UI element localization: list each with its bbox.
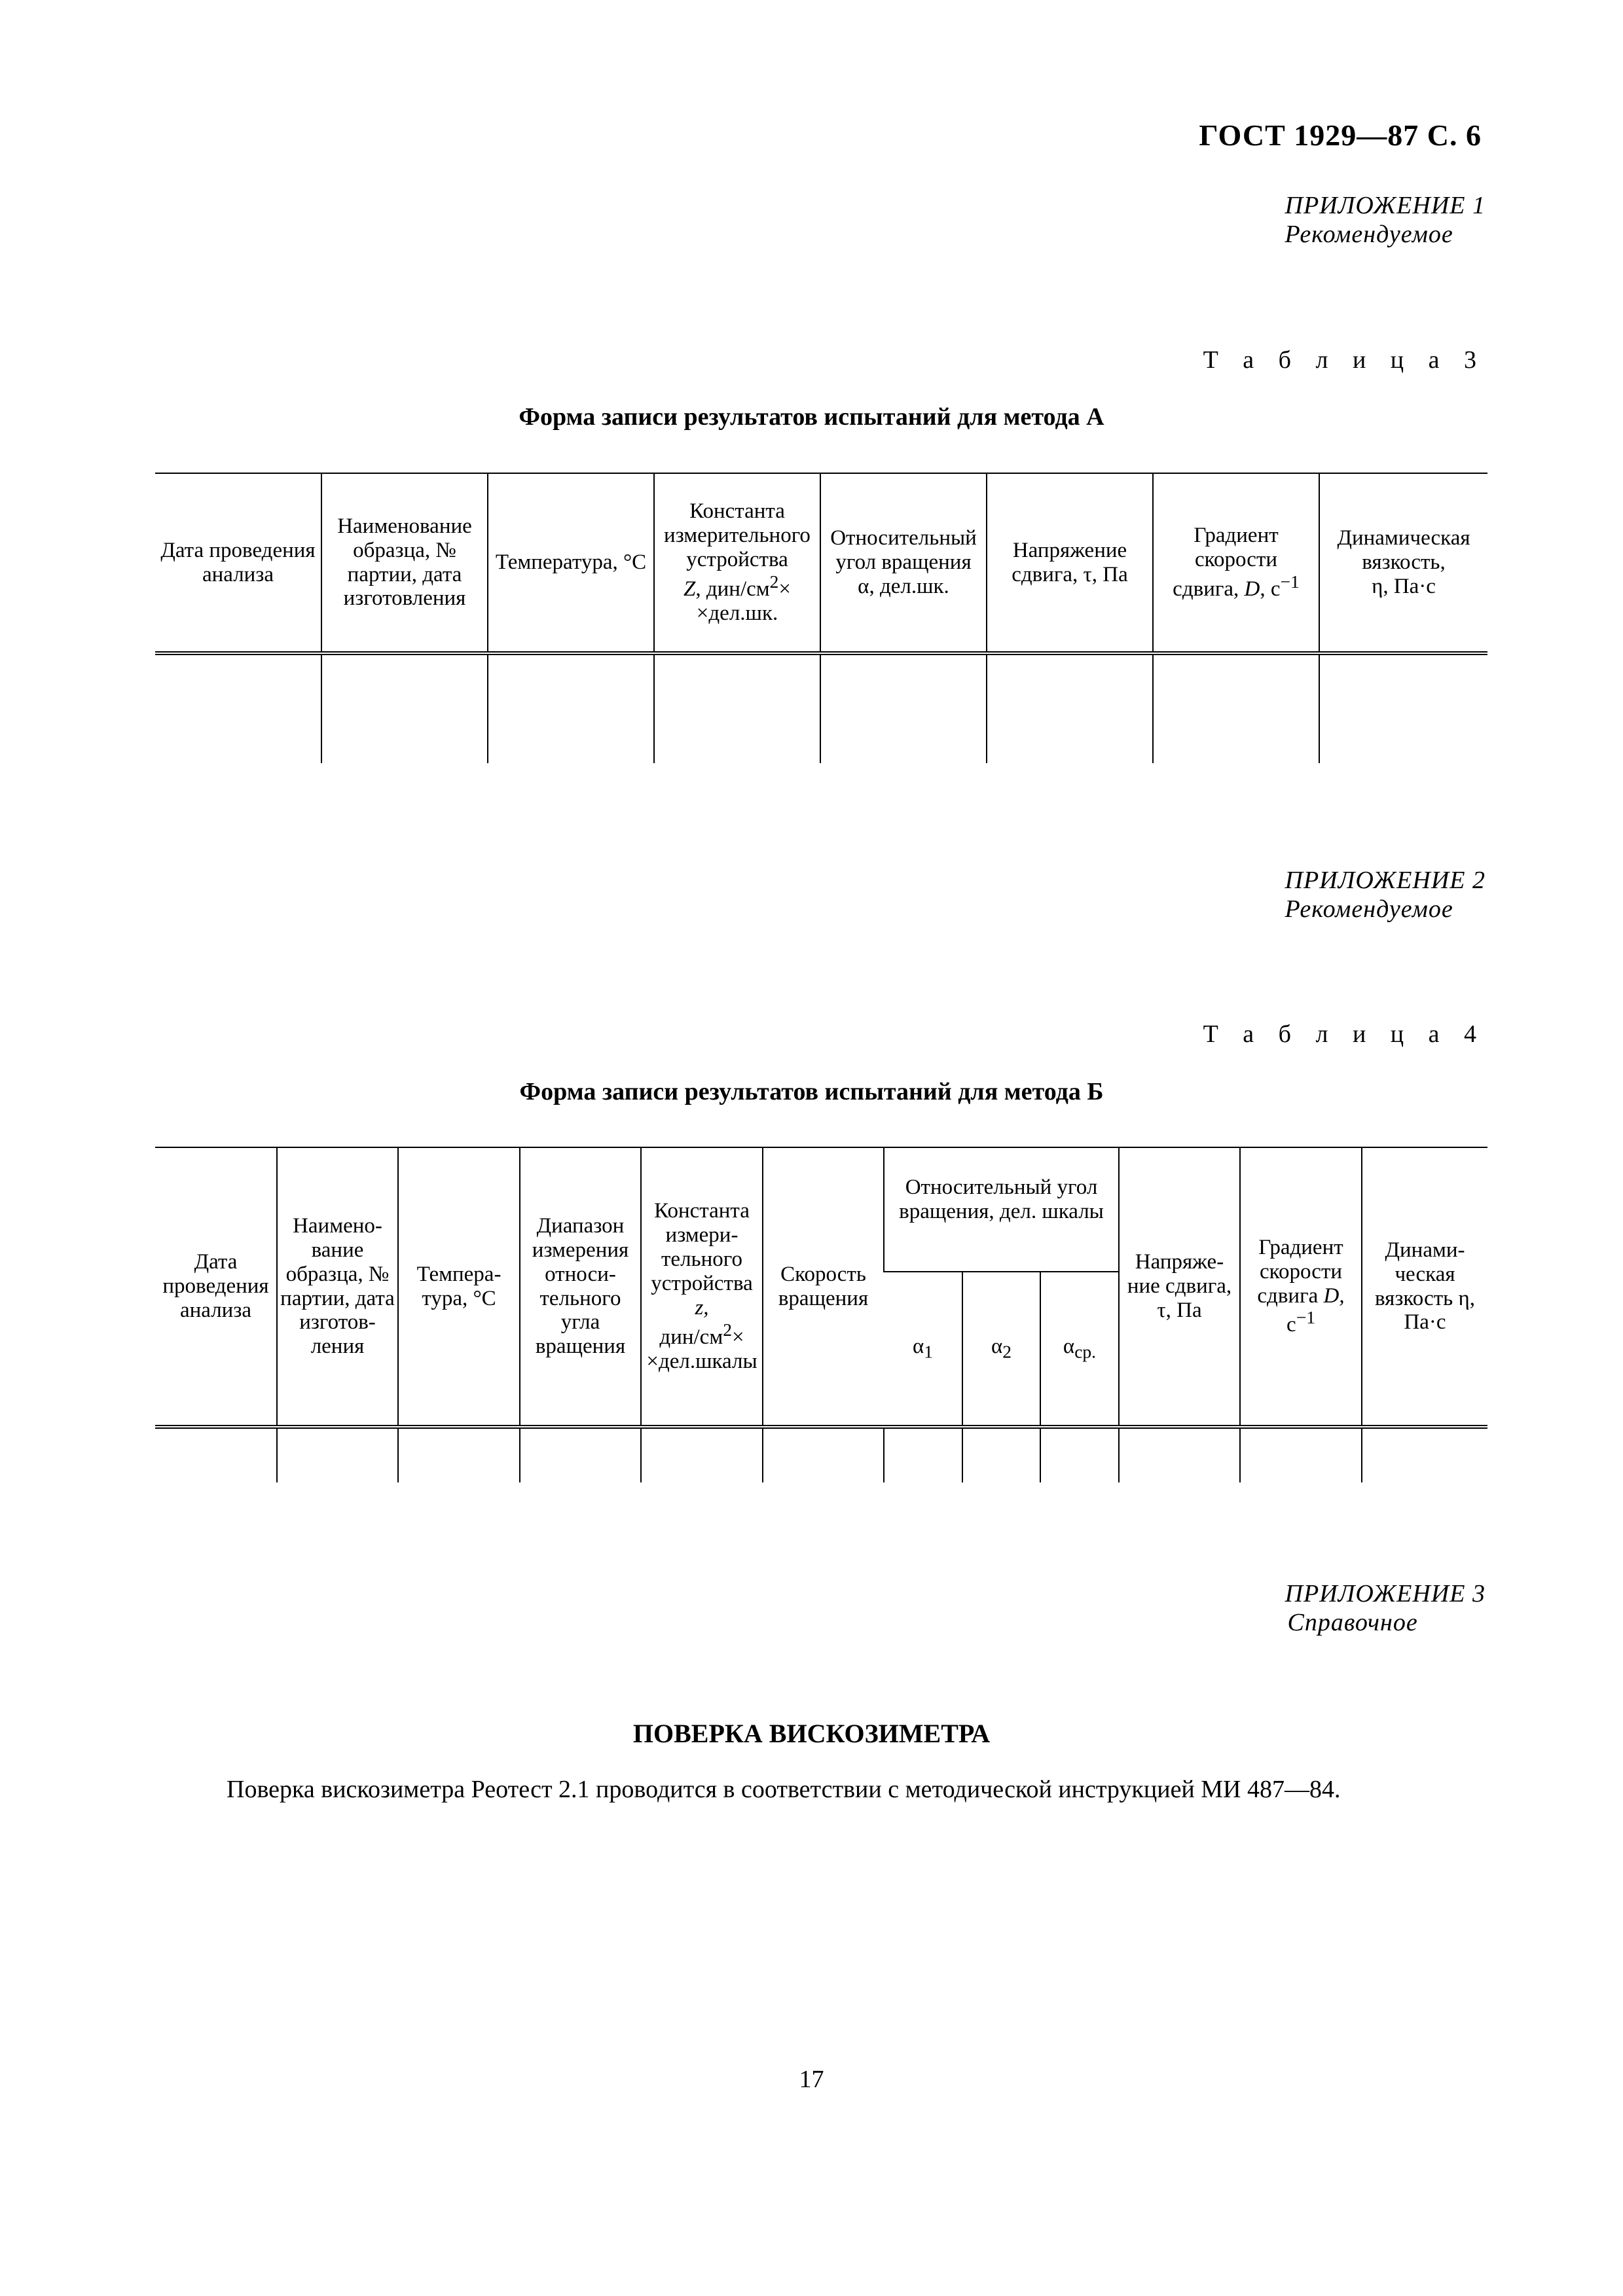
table3-label: Т а б л и ц а 3 bbox=[1203, 346, 1486, 374]
t4-col-stress: Напряже- ние сдвига, τ, Па bbox=[1119, 1147, 1240, 1427]
table-cell[interactable] bbox=[763, 1427, 884, 1482]
table-cell[interactable] bbox=[1240, 1427, 1362, 1482]
table3 bbox=[155, 473, 1487, 763]
t3-col-gradient: Градиент скорости сдвига, D, $с^{-1}$ bbox=[1153, 473, 1319, 653]
t4-col-temperature: Темпера- тура, °С bbox=[398, 1147, 520, 1427]
table-cell[interactable] bbox=[1153, 653, 1319, 763]
t4-col-angle-group: Относительный угол вращения, дел. шкалы bbox=[884, 1147, 1119, 1272]
t4-col-viscosity: Динами- ческая вязкость η, Па·с bbox=[1362, 1147, 1487, 1427]
t4-col-alpha2: $\alpha_2$ bbox=[962, 1272, 1040, 1427]
t4-col-date: Дата проведения анализа bbox=[155, 1147, 277, 1427]
section-text: Поверка вискозиметра Реотест 2.1 проводится в соответствии с методической инструкцией МИ 487—84. bbox=[227, 1776, 1341, 1803]
table-cell[interactable] bbox=[155, 1427, 277, 1482]
table-row bbox=[155, 1427, 1487, 1482]
t4-col-alpha-avg: $\alpha_{ср.}$ bbox=[1040, 1272, 1119, 1427]
table-cell[interactable] bbox=[321, 653, 488, 763]
page-number: 17 bbox=[799, 2066, 824, 2093]
t4-col-alpha1: $\alpha_1$ bbox=[912, 1335, 934, 1362]
table-cell[interactable] bbox=[820, 653, 987, 763]
table-cell[interactable] bbox=[987, 653, 1153, 763]
t3-col-sample: Наименование образца, № партии, дата изготовления bbox=[321, 473, 488, 653]
table-cell[interactable] bbox=[1319, 653, 1487, 763]
t3-col-angle: Относительный угол вращения α, дел.шк. bbox=[820, 473, 987, 653]
appendix1-block bbox=[1285, 191, 1486, 249]
appendix1-type: Рекомендуемое bbox=[1285, 221, 1453, 248]
appendix3-title: ПРИЛОЖЕНИЕ 3 bbox=[1285, 1580, 1486, 1607]
t4-col-speed: Скорость вращения bbox=[763, 1147, 884, 1427]
t3-col-date: Дата проведения анализа bbox=[155, 473, 321, 653]
table-cell[interactable] bbox=[1040, 1427, 1119, 1482]
appendix2-block bbox=[1285, 866, 1486, 924]
t3-col-stress: Напряжение сдвига, τ, Па bbox=[987, 473, 1153, 653]
section-title: ПОВЕРКА ВИСКОЗИМЕТРА bbox=[632, 1719, 991, 1748]
table-cell[interactable] bbox=[962, 1427, 1040, 1482]
appendix3-block bbox=[1285, 1579, 1486, 1637]
table4-label: Т а б л и ц а 4 bbox=[1203, 1020, 1486, 1048]
table-cell[interactable] bbox=[1362, 1427, 1487, 1482]
appendix2-title: ПРИЛОЖЕНИЕ 2 bbox=[1285, 867, 1486, 894]
table-cell[interactable] bbox=[520, 1427, 641, 1482]
document-reference: ГОСТ 1929—87 С. 6 bbox=[1199, 118, 1482, 152]
appendix2-type: Рекомендуемое bbox=[1285, 895, 1453, 923]
table4 bbox=[155, 1147, 1487, 1482]
t4-col-sample: Наимено- вание образца, № партии, дата изготов- ления bbox=[277, 1147, 398, 1427]
t3-col-viscosity: Динамическая вязкость, η, Па·с bbox=[1319, 473, 1487, 653]
table-cell[interactable] bbox=[654, 653, 820, 763]
appendix3-type: Справочное bbox=[1287, 1609, 1418, 1636]
table-cell[interactable] bbox=[398, 1427, 520, 1482]
t4-col-range: Диапазон измерения относи- тельного угла вращения bbox=[520, 1147, 641, 1427]
table4-caption: Форма записи результатов испытаний для метода Б bbox=[519, 1078, 1104, 1105]
t3-col-temperature: Температура, °С bbox=[488, 473, 654, 653]
t4-col-constant: Константа измери- тельного устройства z, дин/$см^2\times$ ×дел.шкалы bbox=[641, 1147, 763, 1427]
table-cell[interactable] bbox=[641, 1427, 763, 1482]
t3-col-constant: Константа измерительного устройства Z, дин/$см^2\times$ ×дел.шк. bbox=[654, 473, 820, 653]
table-cell[interactable] bbox=[277, 1427, 398, 1482]
table-cell[interactable] bbox=[155, 653, 321, 763]
table3-caption: Форма записи результатов испытаний для метода А bbox=[519, 403, 1104, 431]
table-cell[interactable] bbox=[1119, 1427, 1240, 1482]
table-cell[interactable] bbox=[488, 653, 654, 763]
t4-col-gradient: Градиент скорости сдвига D, $с^{-1}$ bbox=[1240, 1147, 1362, 1427]
table-row bbox=[155, 653, 1487, 763]
table-cell[interactable] bbox=[884, 1427, 962, 1482]
appendix1-title: ПРИЛОЖЕНИЕ 1 bbox=[1285, 192, 1486, 219]
